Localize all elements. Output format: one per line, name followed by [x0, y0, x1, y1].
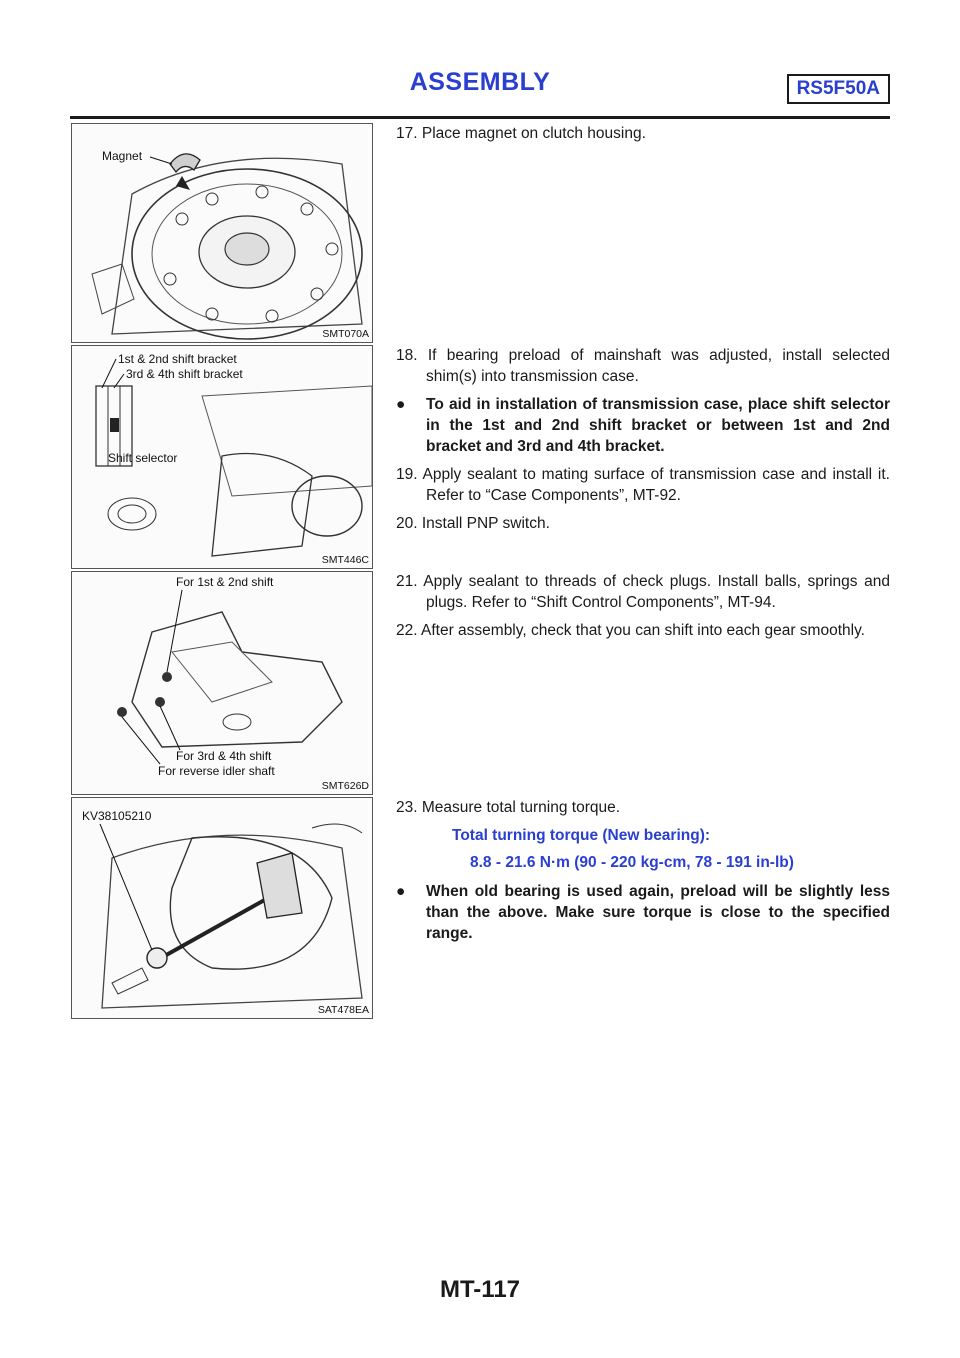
figure-code: SMT446C	[321, 554, 369, 566]
step-23-note-text: When old bearing is used again, preload will be slightly less than the above. Make sure torque is close to the specified range.	[426, 883, 890, 942]
page-number: MT-117	[439, 1276, 521, 1303]
figure-label-1st-2nd-bracket: 1st & 2nd shift bracket	[118, 352, 237, 366]
step-20: 20. Install PNP switch.	[396, 515, 550, 532]
magnet-illustration	[72, 124, 372, 342]
step-18-note	[396, 394, 890, 457]
figure-label-1st-2nd-shift: For 1st & 2nd shift	[176, 575, 274, 589]
figure-magnet	[71, 123, 373, 343]
step-23: 23. Measure total turning torque.	[396, 799, 621, 816]
figure-code: SMT070A	[322, 328, 369, 340]
figure-label-tool-number: KV38105210	[82, 809, 152, 823]
step-21-22-block	[396, 571, 890, 648]
figure-shift-bracket	[71, 345, 373, 569]
figure-label-shift-selector: Shift selector	[108, 451, 178, 465]
figure-label-reverse-idler: For reverse idler shaft	[158, 764, 275, 778]
shift-bracket-illustration	[72, 346, 372, 568]
header-rule	[70, 116, 890, 119]
figure-code: SMT626D	[321, 780, 369, 792]
step-21: 21. Apply sealant to threads of check plugs. Install balls, springs and plugs. Refer to “Shift Control Components”, MT-94.	[396, 573, 890, 611]
page-header	[70, 62, 890, 120]
torque-spec-label: Total turning torque (New bearing):	[452, 827, 711, 844]
step-23-block	[396, 797, 890, 951]
figure-label-3rd-4th-bracket: 3rd & 4th shift bracket	[126, 367, 243, 381]
step-17: 17. Place magnet on clutch housing.	[396, 125, 646, 142]
figure-label-magnet: Magnet	[102, 149, 143, 163]
section-title: ASSEMBLY	[409, 68, 551, 96]
step-22: 22. After assembly, check that you can shift into each gear smoothly.	[396, 622, 865, 639]
step-19: 19. Apply sealant to mating surface of transmission case and install it. Refer to “Case Components”, MT-92.	[396, 466, 890, 504]
figure-check-plugs	[71, 571, 373, 795]
step-23-note	[396, 881, 890, 944]
turning-torque-illustration	[72, 798, 372, 1018]
figure-turning-torque	[71, 797, 373, 1019]
bullet-icon: ●	[396, 883, 406, 900]
figure-code: SAT478EA	[317, 1004, 369, 1016]
torque-spec-value: 8.8 - 21.6 N·m (90 - 220 kg-cm, 78 - 191 in-lb)	[470, 854, 794, 871]
bullet-icon: ●	[396, 396, 406, 413]
step-18-note-text: To aid in installation of transmission case, place shift selector in the 1st and 2nd shift bracket or between 1st and 2nd bracket and 3rd and 4th bracket.	[426, 396, 890, 455]
step-18-20-block	[396, 345, 890, 541]
figure-label-3rd-4th-shift: For 3rd & 4th shift	[176, 749, 272, 763]
step-17-block	[396, 123, 890, 151]
check-plugs-illustration	[72, 572, 372, 794]
model-badge: RS5F50A	[787, 74, 890, 104]
step-18: 18. If bearing preload of mainshaft was adjusted, install selected shim(s) into transmission case.	[396, 347, 890, 385]
